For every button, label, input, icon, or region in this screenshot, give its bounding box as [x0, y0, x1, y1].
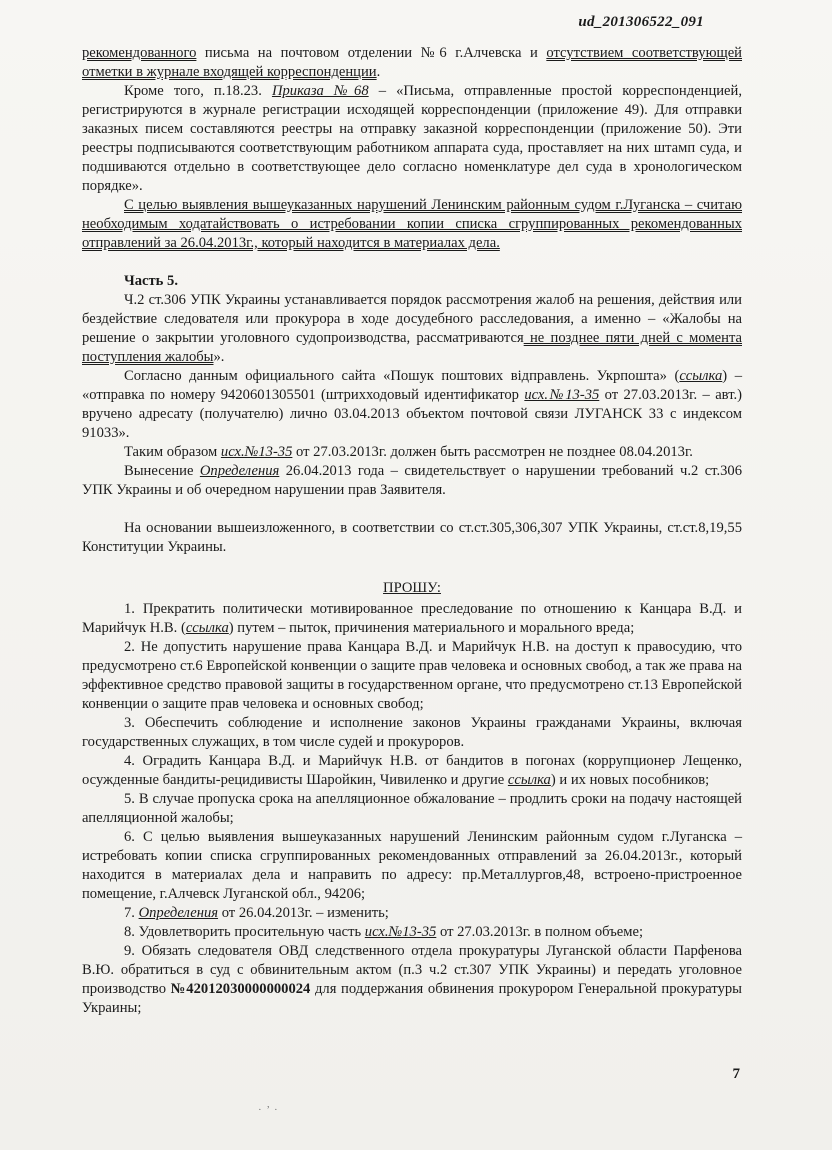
request-item-3: 3. Обеспечить соблюдение и исполнение законов Украины гражданами Украины, включая государственных служащих, в том числе судей и прокуроров.: [82, 715, 742, 750]
text: 26.04.2013 года – свидетельствует о нарушении требований ч.2 ст.306 УПК Украины и об очередном нарушении прав Заявителя.: [82, 463, 742, 498]
paragraph-petition: С целью выявления вышеуказанных нарушений Ленинским районным судом г.Луганска – считаю необходимым ходатайствовать о истребовании копии списка сгруппированных рекомендованных отправлений за 26.04.2013г., который находится в материалах дела.: [82, 197, 742, 251]
document-id: ud_201306522_091: [578, 14, 704, 30]
paragraph-order-68: [82, 82, 742, 196]
outgoing-ref-link[interactable]: исх.№13-35: [364, 924, 437, 940]
request-item-1: [82, 600, 742, 638]
request-item-6: 6. С целью выявления вышеуказанных нарушений Ленинским районным судом г.Луганска – истребовать копии списка сгруппированных рекомендованных отправлений за 26.04.2013г., который находится в материалах дела и направить по адресу: пр.Металлургов,48, встроено-пристроенное помещение, г.Алчевск Луганской обл., 94206;: [82, 829, 742, 902]
text: 4. Оградить Канцара В.Д. и Марийчук Н.В. от бандитов в погонах (коррупционер Лещенко, осужденные бандиты-рецидивисты Шаройкин, Чивиленко и другие: [82, 753, 742, 788]
text: письма на почтовом отделении №6 г.Алчевска и: [196, 45, 547, 61]
text: Вынесение: [124, 463, 200, 479]
text: ».: [213, 349, 225, 365]
determination-link[interactable]: Определения: [138, 905, 219, 921]
outgoing-ref-link[interactable]: исх.№13-35: [220, 444, 293, 460]
text: 9. Обязать следователя ОВД следственного отдела прокуратуры Луганской области Парфенова В.Ю. обратиться в суд с обвинительным актом (п.3 ч.2 ст.307 УПК Украины) и передать уголовное производство: [82, 943, 742, 997]
text: ) – «отправка по номеру 9420601305501 (штрихходовый идентификатор: [82, 368, 742, 403]
request-item-5: 5. В случае пропуска срока на апелляционное обжалование – продлить сроки на подачу настоящей апелляционной жалобы;: [82, 791, 742, 826]
text: для поддержания обвинения прокурором Генеральной прокуратуры Украины;: [82, 981, 742, 1016]
paragraph-registered-letter: [82, 44, 742, 82]
underlined-text: не позднее пяти дней с момента поступления жалобы: [82, 330, 742, 365]
text: Кроме того, п.18.23.: [124, 83, 272, 99]
underlined-text: отсутствием соответствующей отметки в журнале входящей корреспонденции: [82, 45, 742, 80]
reference-link[interactable]: ссылка: [507, 772, 551, 788]
request-item-9: [82, 942, 742, 1018]
request-item-7: [82, 904, 742, 923]
outgoing-ref-link[interactable]: исх.№13-35: [524, 387, 600, 403]
text: Ч.2 ст.306 УПК Украины устанавливается порядок рассмотрения жалоб на решения, действия или бездействие следователя или прокурора в ходе досудебного расследования, а именно – «Жалобы на решение о закрытии уголовного судопроизводства, рассматриваются: [82, 292, 742, 346]
section-heading-part5: Часть 5.: [124, 273, 178, 289]
text: от 27.03.2013г. – авт.) вручено адресату (получателю) лично 03.04.2013 объектом почтовой связи ЛУГАНСК 33 с индексом 91033».: [82, 387, 742, 441]
underlined-text: рекомендованного: [82, 45, 197, 61]
reference-link[interactable]: ссылка: [679, 368, 723, 384]
text: ) путем – пыток, причинения материального и морального вреда;: [228, 620, 635, 636]
paragraph-legal-basis: На основании вышеизложенного, в соответствии со ст.ст.305,306,307 УПК Украины, ст.ст.8,19,55 Конституции Украины.: [82, 520, 742, 555]
text: ) и их новых пособников;: [550, 772, 710, 788]
text: 8. Удовлетворить просительную часть: [124, 924, 365, 940]
text: .: [376, 64, 381, 80]
determination-link[interactable]: Определения: [199, 463, 280, 479]
request-item-4: [82, 752, 742, 790]
request-title: ПРОШУ:: [383, 580, 441, 596]
paragraph-article-306: [82, 291, 742, 367]
order-link[interactable]: Приказа №68: [271, 83, 369, 99]
text: – «Письма, отправленные простой корреспонденцией, регистрируются в журнале регистрации исходящей корреспонденции (приложение 49). Для отправки заказных писем составляются реестры на отправку заказной корреспонденции (приложение 50). Эти реестры подписываются соответствующим работником аппарата суда, проставляет на них штамп суда, и подшиваются отдельно в соответствующее дело согласно номенклатуре дел суда в хронологическом порядке».: [82, 83, 742, 194]
request-item-8: [82, 923, 742, 942]
text: от 26.04.2013г. – изменить;: [218, 905, 389, 921]
paragraph-deadline: [82, 443, 742, 462]
case-number: №42012030000000024: [170, 981, 311, 997]
document-body: [82, 44, 742, 1018]
page-number: 7: [732, 1066, 740, 1082]
text: от 27.03.2013г. в полном объеме;: [436, 924, 643, 940]
text: 1. Прекратить политически мотивированное преследование по отношению к Канцара В.Д. и Марийчук Н.В. (: [82, 601, 742, 636]
reference-link[interactable]: ссылка: [185, 620, 229, 636]
request-item-2: 2. Не допустить нарушение права Канцара В.Д. и Марийчук Н.В. на доступ к правосудию, что предусмотрено ст.6 Европейской конвенции о защите прав человека и основных свобод, а так же права на эффективное средство правовой защиты в государственном органе, что предусмотрено ст.13 Европейской конвенции о защите прав человека и основных свобод;: [82, 639, 742, 712]
text: от 27.03.2013г. должен быть рассмотрен не позднее 08.04.2013г.: [292, 444, 693, 460]
scan-smudge: · ’ ·: [258, 1104, 279, 1116]
paragraph-determination: [82, 462, 742, 500]
text: 7.: [124, 905, 139, 921]
text: Согласно данным официального сайта «Пошук поштових відправлень. Укрпошта» (: [124, 368, 680, 384]
text: Таким образом: [124, 444, 221, 460]
paragraph-ukrposhta: [82, 367, 742, 443]
